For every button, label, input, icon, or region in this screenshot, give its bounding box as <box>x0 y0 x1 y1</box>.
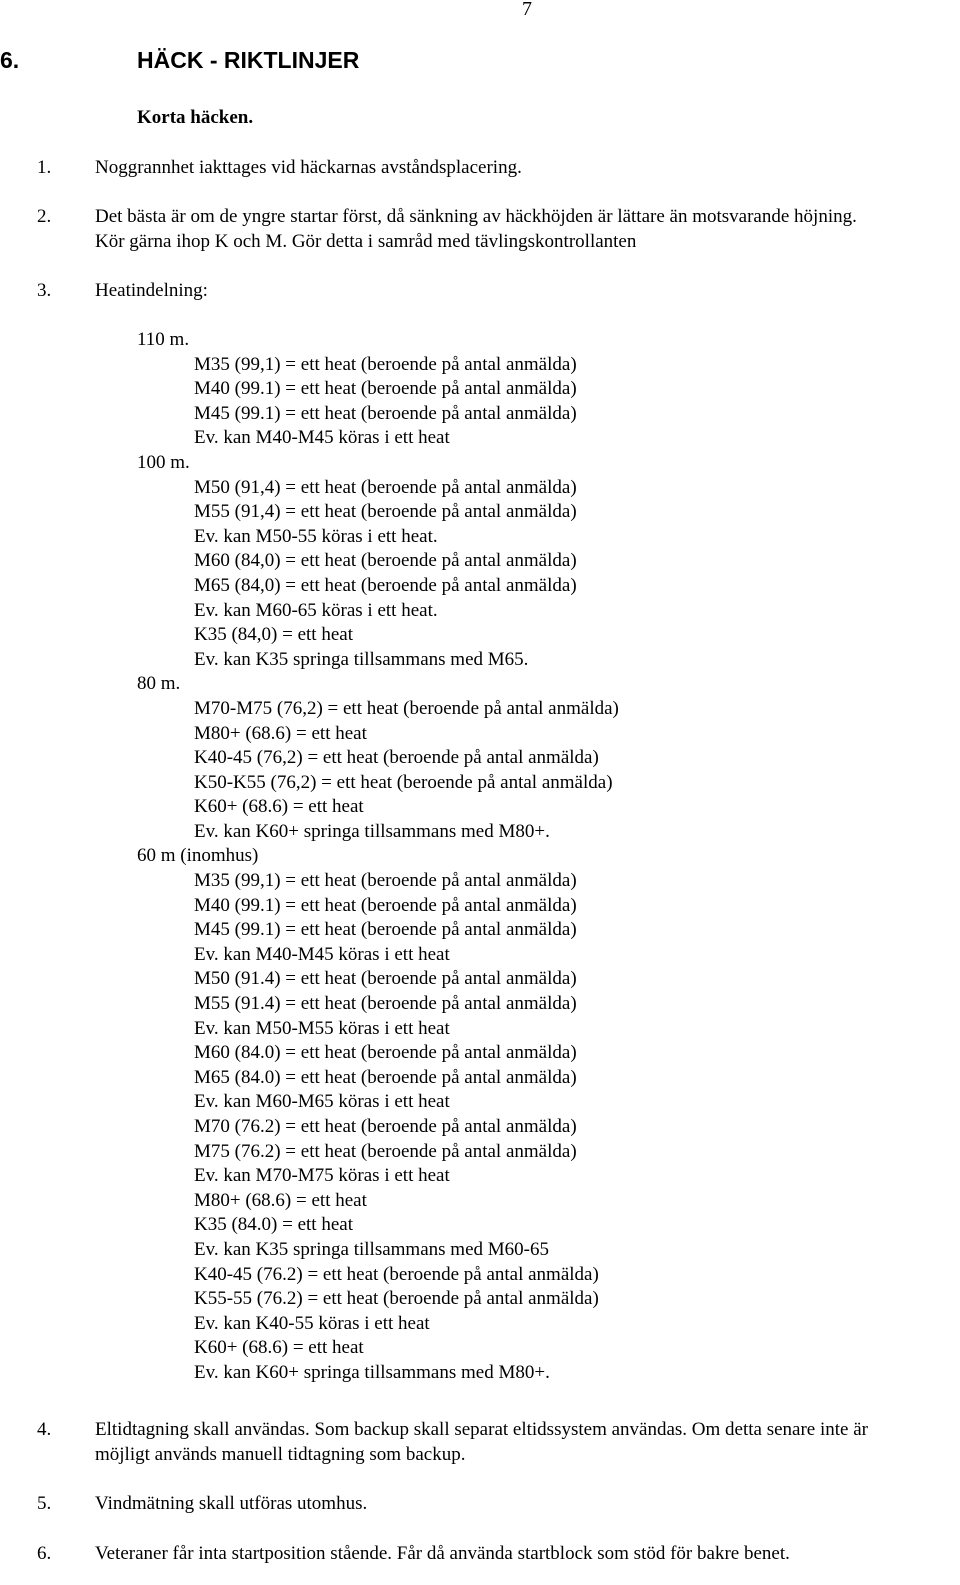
item-number: 2. <box>37 206 52 227</box>
item-number: 4. <box>37 1419 52 1440</box>
heat-line: M80+ (68.6) = ett heat <box>194 1189 367 1211</box>
item-text <box>95 1542 790 1567</box>
heat-distance: 100 m. <box>137 451 190 473</box>
heat-line: M65 (84,0) = ett heat (beroende på antal anmälda) <box>194 574 577 596</box>
heat-line: M70 (76.2) = ett heat (beroende på antal anmälda) <box>194 1116 577 1137</box>
heat-line: Ev. kan M50-55 köras i ett heat. <box>194 525 438 547</box>
heat-line: M45 (99.1) = ett heat (beroende på antal anmälda) <box>194 919 577 941</box>
item-text <box>95 279 208 304</box>
page-number: 7 <box>522 0 532 20</box>
heat-line: M55 (91.4) = ett heat (beroende på antal anmälda) <box>194 993 577 1015</box>
item-line: Veteraner får inta startposition stående. Får då använda startblock som stöd för bakre benet. <box>95 1543 790 1564</box>
heat-line: M60 (84.0) = ett heat (beroende på antal anmälda) <box>194 1042 577 1064</box>
heat-line: M50 (91.4) = ett heat (beroende på antal anmälda) <box>194 968 577 990</box>
heat-line: Ev. kan M70-M75 köras i ett heat <box>194 1165 450 1187</box>
heat-line: K40-45 (76,2) = ett heat (beroende på antal anmälda) <box>194 747 599 769</box>
item-text <box>95 205 857 254</box>
item-number: 3. <box>37 280 52 301</box>
item-line: Vindmätning skall utföras utomhus. <box>95 1493 368 1514</box>
item-line: möjligt används manuell tidtagning som backup. <box>95 1443 466 1465</box>
heat-line: M50 (91,4) = ett heat (beroende på antal anmälda) <box>194 476 577 498</box>
heat-list <box>137 328 619 1386</box>
heat-line: M75 (76.2) = ett heat (beroende på antal anmälda) <box>194 1140 577 1162</box>
section-number: 6. <box>0 47 20 73</box>
heat-line: Ev. kan M50-M55 köras i ett heat <box>194 1017 450 1039</box>
item-text <box>95 156 522 181</box>
heat-distance: 80 m. <box>137 673 181 695</box>
heat-line: Ev. kan M60-M65 köras i ett heat <box>194 1091 450 1113</box>
heat-line: K60+ (68.6) = ett heat <box>194 1337 364 1359</box>
heat-line: K40-45 (76.2) = ett heat (beroende på antal anmälda) <box>194 1263 599 1285</box>
heat-group <box>194 869 619 1385</box>
heat-line: M35 (99,1) = ett heat (beroende på antal anmälda) <box>194 870 577 892</box>
heat-line: M45 (99.1) = ett heat (beroende på antal anmälda) <box>194 402 577 424</box>
heat-line: M70-M75 (76,2) = ett heat (beroende på antal anmälda) <box>194 697 619 719</box>
item-number: 5. <box>37 1493 52 1514</box>
item-text <box>95 1492 367 1517</box>
item-line: Kör gärna ihop K och M. Gör detta i samråd med tävlingskontrollanten <box>95 230 637 252</box>
heat-line: Ev. kan M60-65 köras i ett heat. <box>194 599 438 621</box>
heat-line: Ev. kan M40-M45 köras i ett heat <box>194 943 450 965</box>
heat-line: M65 (84.0) = ett heat (beroende på antal anmälda) <box>194 1066 577 1088</box>
heat-line: M80+ (68.6) = ett heat <box>194 722 367 744</box>
item-line: Noggrannhet iakttages vid häckarnas avståndsplacering. <box>95 157 522 178</box>
heat-distance: 110 m. <box>137 329 190 350</box>
heat-line: K35 (84,0) = ett heat <box>194 624 353 646</box>
item-text <box>95 1418 868 1467</box>
heat-line: M55 (91,4) = ett heat (beroende på antal anmälda) <box>194 501 577 523</box>
heat-line: M35 (99,1) = ett heat (beroende på antal anmälda) <box>194 353 577 375</box>
item-line: Det bästa är om de yngre startar först, då sänkning av häckhöjden är lättare än motsvarande höjning. <box>95 206 857 227</box>
section-title: HÄCK - RIKTLINJER <box>137 47 360 73</box>
heat-line: Ev. kan M40-M45 köras i ett heat <box>194 427 450 449</box>
item-number: 1. <box>37 157 52 178</box>
heat-line: K60+ (68.6) = ett heat <box>194 796 364 818</box>
item-number: 6. <box>37 1543 52 1564</box>
heat-line: M60 (84,0) = ett heat (beroende på antal anmälda) <box>194 550 577 572</box>
heat-distance: 60 m (inomhus) <box>137 845 259 867</box>
heat-line: K55-55 (76.2) = ett heat (beroende på antal anmälda) <box>194 1288 599 1310</box>
heat-line: Ev. kan K60+ springa tillsammans med M80+. <box>194 820 550 842</box>
heat-line: Ev. kan K40-55 köras i ett heat <box>194 1312 430 1334</box>
heat-group <box>194 353 619 451</box>
item-line: Eltidtagning skall användas. Som backup skall separat eltidssystem användas. Om detta senare inte är <box>95 1419 868 1440</box>
heat-line: M40 (99.1) = ett heat (beroende på antal anmälda) <box>194 894 577 916</box>
heat-group <box>194 697 619 845</box>
heat-line: M40 (99.1) = ett heat (beroende på antal anmälda) <box>194 378 577 400</box>
heat-line: K50-K55 (76,2) = ett heat (beroende på antal anmälda) <box>194 771 613 793</box>
heat-line: Ev. kan K60+ springa tillsammans med M80+. <box>194 1361 550 1383</box>
heat-group <box>194 476 619 673</box>
heat-line: K35 (84.0) = ett heat <box>194 1214 353 1236</box>
heat-line: Ev. kan K35 springa tillsammans med M65. <box>194 648 529 670</box>
item-line: Heatindelning: <box>95 280 208 301</box>
heat-line: Ev. kan K35 springa tillsammans med M60-65 <box>194 1238 549 1260</box>
subheading: Korta häcken. <box>137 107 254 128</box>
